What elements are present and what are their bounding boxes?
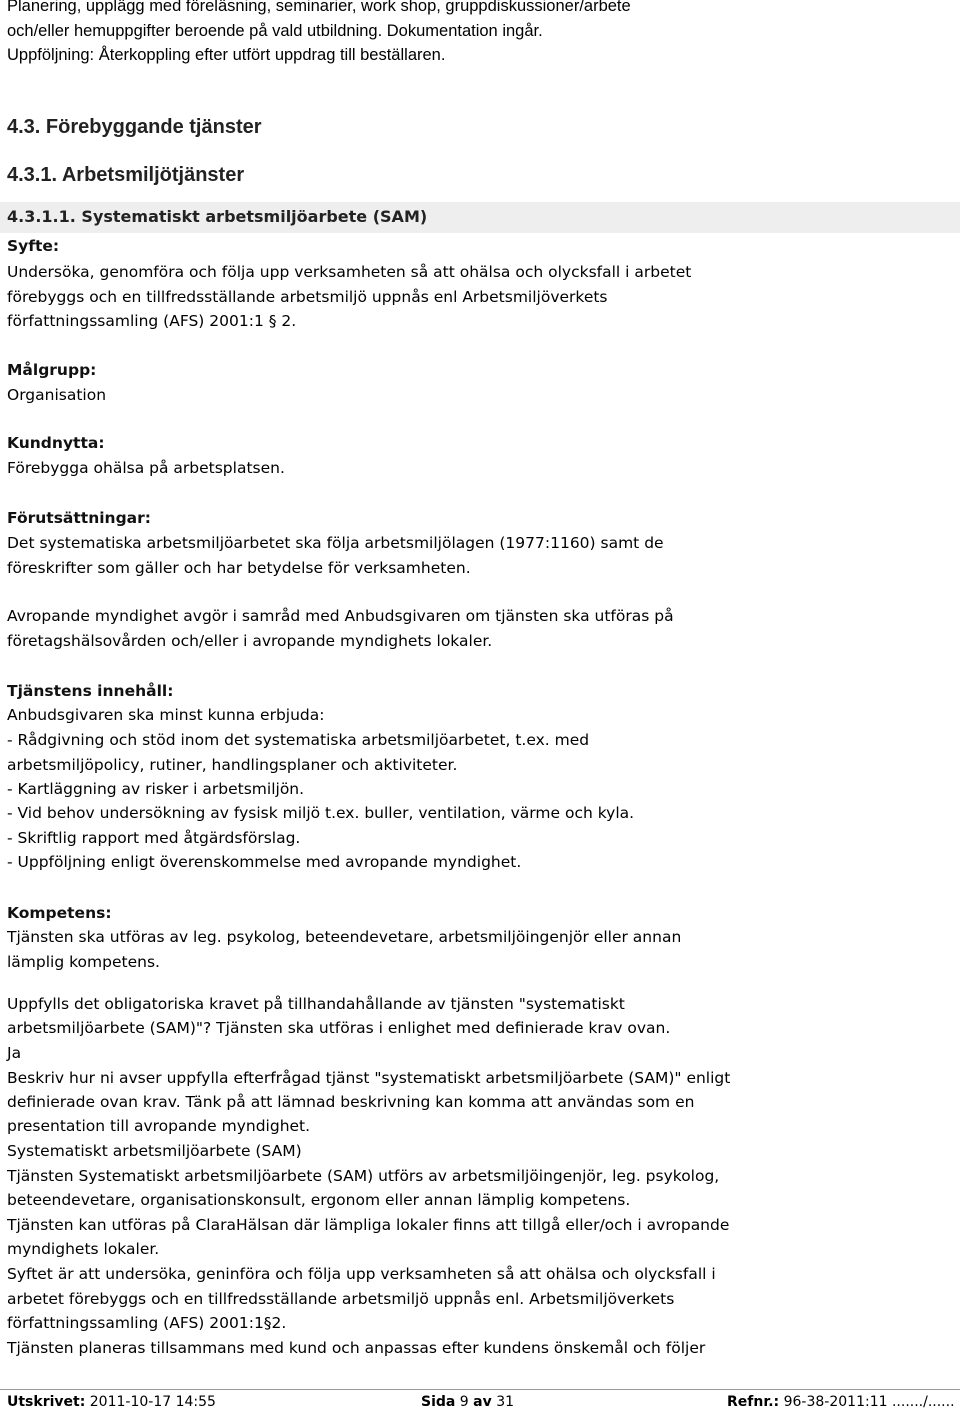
answer-line: Systematiskt arbetsmiljöarbete (SAM): [7, 1142, 302, 1160]
innehall-line: - Rådgivning och stöd inom det systematiska arbetsmiljöarbetet, t.ex. med: [7, 731, 590, 749]
footer-ref: [727, 1392, 955, 1412]
innehall-line: - Uppföljning enligt överenskommelse med avropande myndighet.: [7, 853, 522, 871]
answer-line: Ja: [7, 1044, 22, 1062]
answer-line: definierade ovan krav. Tänk på att lämnad beskrivning kan komma att användas som en: [7, 1093, 695, 1111]
answer-line: arbetsmiljöarbete (SAM)"? Tjänsten ska utföras i enlighet med definierade krav ovan.: [7, 1019, 671, 1037]
kompetens-label: Kompetens:: [7, 904, 112, 922]
syfte-label: Syfte:: [7, 237, 60, 255]
innehall-line: Anbudsgivaren ska minst kunna erbjuda:: [7, 706, 325, 724]
forutsattningar-label: Förutsättningar:: [7, 509, 151, 527]
footer-rule: [0, 1389, 960, 1390]
forutsattningar-line: föreskrifter som gäller och har betydelse för verksamheten.: [7, 559, 471, 577]
footer-page-num: 9: [455, 1394, 474, 1410]
forutsattningar-line: Det systematiska arbetsmiljöarbetet ska följa arbetsmiljölagen (1977:1160) samt de: [7, 534, 664, 552]
syfte-line: Undersöka, genomföra och följa upp verksamheten så att ohälsa och olycksfall i arbetet: [7, 263, 692, 281]
answer-line: Beskriv hur ni avser uppfylla efterfrågad tjänst "systematiskt arbetsmiljöarbete (SAM)" enligt: [7, 1069, 731, 1087]
footer-page-label: Sida: [421, 1394, 456, 1410]
footer-printed-label: Utskrivet:: [7, 1394, 86, 1410]
forutsattningar-line: företagshälsovården och/eller i avropande myndighets lokaler.: [7, 632, 493, 650]
answer-line: Tjänsten Systematiskt arbetsmiljöarbete (SAM) utförs av arbetsmiljöingenjör, leg. psykolog,: [7, 1167, 720, 1185]
footer-page: [421, 1392, 514, 1412]
innehall-line: - Skriftlig rapport med åtgärdsförslag.: [7, 829, 301, 847]
heading-4-3: 4.3. Förebyggande tjänster: [7, 116, 262, 138]
footer-page-total: 31: [491, 1394, 515, 1410]
footer-printed: [7, 1392, 216, 1412]
malgrupp-value: Organisation: [7, 386, 107, 404]
footer-ref-value: 96-38-2011:11 ......./......: [779, 1394, 955, 1410]
kundnytta-label: Kundnytta:: [7, 434, 105, 452]
malgrupp-label: Målgrupp:: [7, 361, 97, 379]
answer-line: beteendevetare, organisationskonsult, ergonom eller annan lämplig kompetens.: [7, 1191, 631, 1209]
heading-4-3-1: 4.3.1. Arbetsmiljötjänster: [7, 164, 245, 186]
innehall-line: - Vid behov undersökning av fysisk miljö t.ex. buller, ventilation, värme och kyla.: [7, 804, 635, 822]
answer-line: författningssamling (AFS) 2001:1§2.: [7, 1314, 287, 1332]
answer-line: myndighets lokaler.: [7, 1240, 160, 1258]
answer-line: Uppfylls det obligatoriska kravet på tillhandahållande av tjänsten "systematiskt: [7, 995, 625, 1013]
syfte-line: förebyggs och en tillfredsställande arbetsmiljö uppnås enl Arbetsmiljöverkets: [7, 288, 608, 306]
intro-line: och/eller hemuppgifter beroende på vald utbildning. Dokumentation ingår.: [7, 22, 543, 40]
intro-line: Planering, upplägg med föreläsning, seminarier, work shop, gruppdiskussioner/arbete: [7, 0, 631, 15]
innehall-line: - Kartläggning av risker i arbetsmiljön.: [7, 780, 305, 798]
answer-line: Tjänsten kan utföras på ClaraHälsan där lämpliga lokaler finns att tillgå eller/och i avropande: [7, 1216, 730, 1234]
innehall-line: arbetsmiljöpolicy, rutiner, handlingsplaner och aktiviteter.: [7, 756, 458, 774]
answer-line: arbetet förebyggs och en tillfredsställande arbetsmiljö uppnås enl. Arbetsmiljöverkets: [7, 1290, 675, 1308]
kompetens-line: lämplig kompetens.: [7, 953, 160, 971]
answer-line: Syftet är att undersöka, geninföra och följa upp verksamheten så att ohälsa och olycksfall i: [7, 1265, 716, 1283]
forutsattningar-line: Avropande myndighet avgör i samråd med Anbudsgivaren om tjänsten ska utföras på: [7, 607, 674, 625]
answer-line: Tjänsten planeras tillsammans med kund och anpassas efter kundens önskemål och följer: [7, 1339, 706, 1357]
page-footer: [0, 1392, 960, 1412]
kundnytta-value: Förebygga ohälsa på arbetsplatsen.: [7, 459, 285, 477]
answer-line: presentation till avropande myndighet.: [7, 1117, 311, 1135]
intro-line: Uppföljning: Återkoppling efter utfört uppdrag till beställaren.: [7, 46, 446, 64]
heading-4-3-1-1: 4.3.1.1. Systematiskt arbetsmiljöarbete (SAM): [7, 207, 428, 226]
innehall-label: Tjänstens innehåll:: [7, 682, 174, 700]
footer-printed-value: 2011-10-17 14:55: [85, 1394, 216, 1410]
kompetens-line: Tjänsten ska utföras av leg. psykolog, beteendevetare, arbetsmiljöingenjör eller annan: [7, 928, 682, 946]
footer-ref-label: Refnr.:: [727, 1394, 780, 1410]
footer-page-of: av: [473, 1394, 492, 1410]
syfte-line: författningssamling (AFS) 2001:1 § 2.: [7, 312, 297, 330]
